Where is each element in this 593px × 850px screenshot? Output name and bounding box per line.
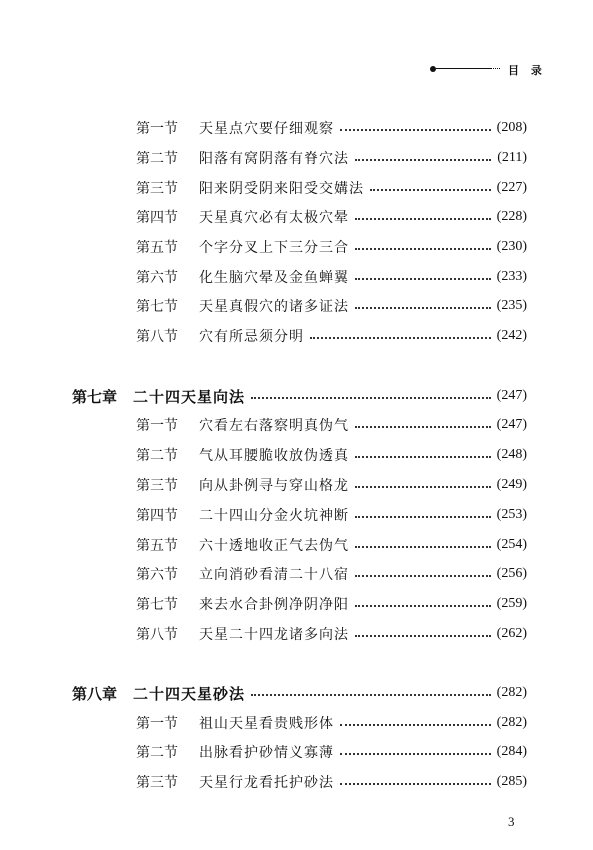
toc-entry xyxy=(0,207,593,227)
section-number: 第六节 xyxy=(136,567,178,583)
section-title: 阳落有窝阴落有脊穴法 xyxy=(199,151,349,167)
chapter-title: 二十四天星砂法 xyxy=(133,684,246,703)
page-ref: (211) xyxy=(497,150,527,165)
toc-entry xyxy=(0,237,593,257)
section-number: 第一节 xyxy=(136,716,178,732)
section-number: 第七节 xyxy=(136,597,178,613)
dot-leader xyxy=(355,456,491,458)
section-number: 第六节 xyxy=(136,270,178,286)
section-title: 出脉看护砂情义寡薄 xyxy=(199,745,334,761)
section-number: 第五节 xyxy=(136,538,178,554)
running-header xyxy=(430,62,546,78)
section-number: 第四节 xyxy=(136,210,178,226)
section-number: 第七节 xyxy=(136,299,178,315)
toc-entry xyxy=(0,713,593,733)
page-ref: (230) xyxy=(496,239,527,254)
toc-entry xyxy=(0,742,593,762)
page-ref: (242) xyxy=(496,328,527,343)
section-number: 第二节 xyxy=(136,448,178,464)
toc-entry xyxy=(0,178,593,198)
dot-leader xyxy=(340,129,491,131)
page-ref: (254) xyxy=(496,537,527,552)
page-ref: (256) xyxy=(496,566,527,581)
section-number: 第二节 xyxy=(136,745,178,761)
header-dotted-rule xyxy=(490,68,500,69)
section-number: 第三节 xyxy=(136,478,178,494)
page-ref: (262) xyxy=(496,626,527,641)
page-ref: (259) xyxy=(496,596,527,611)
header-dot-ornament xyxy=(430,66,436,72)
section-title: 阳来阴受阴来阳受交媾法 xyxy=(199,181,364,197)
section-number: 第一节 xyxy=(136,121,178,137)
page-ref: (249) xyxy=(496,477,527,492)
page-ref: (247) xyxy=(496,388,527,403)
dot-leader xyxy=(355,635,491,637)
dot-leader xyxy=(355,248,491,250)
section-number: 第一节 xyxy=(136,418,178,434)
toc-entry xyxy=(0,505,593,525)
page-ref: (253) xyxy=(496,507,527,522)
section-number: 第八节 xyxy=(136,627,178,643)
section-title: 天星二十四龙诸多向法 xyxy=(199,627,349,643)
section-number: 第八节 xyxy=(136,329,178,345)
dot-leader xyxy=(355,278,491,280)
page-ref: (285) xyxy=(496,774,527,789)
page-ref: (233) xyxy=(496,269,527,284)
section-title: 向从卦例寻与穿山格龙 xyxy=(199,478,349,494)
section-title: 天星真穴必有太极穴晕 xyxy=(199,210,349,226)
dot-leader xyxy=(340,753,491,755)
toc-entry xyxy=(0,624,593,644)
header-title: 目 录 xyxy=(508,64,546,77)
toc-entry xyxy=(0,148,593,168)
page-ref: (282) xyxy=(496,685,527,700)
page-ref: (247) xyxy=(496,417,527,432)
section-number: 第三节 xyxy=(136,181,178,197)
dot-leader xyxy=(355,159,491,161)
toc-entry xyxy=(0,296,593,316)
toc-entry xyxy=(0,475,593,495)
page-number: 3 xyxy=(508,814,515,829)
section-title: 个字分叉上下三分三合 xyxy=(199,240,349,256)
dot-leader xyxy=(355,218,491,220)
page-ref: (282) xyxy=(496,715,527,730)
dot-leader xyxy=(355,426,491,428)
page-ref: (284) xyxy=(496,744,527,759)
toc-entry xyxy=(0,267,593,287)
dot-leader xyxy=(355,516,491,518)
header-rule xyxy=(436,68,490,69)
page-ref: (208) xyxy=(496,120,527,135)
page-ref: (248) xyxy=(496,447,527,462)
dot-leader xyxy=(355,546,491,548)
chapter-title: 二十四天星向法 xyxy=(133,387,246,406)
chapter-number: 第七章 xyxy=(72,387,118,406)
section-title: 祖山天星看贵贱形体 xyxy=(199,716,334,732)
dot-leader xyxy=(355,605,491,607)
toc-entry xyxy=(0,564,593,584)
dot-leader xyxy=(340,724,491,726)
chapter-number: 第八章 xyxy=(72,684,118,703)
toc-entry xyxy=(0,445,593,465)
section-number: 第四节 xyxy=(136,508,178,524)
dot-leader xyxy=(355,575,491,577)
toc-entry xyxy=(0,535,593,555)
toc-entry xyxy=(0,594,593,614)
chapter-heading xyxy=(0,386,593,406)
toc-entry xyxy=(0,415,593,435)
toc-entry xyxy=(0,772,593,792)
chapter-heading xyxy=(0,683,593,703)
section-title: 穴看左右落察明真伪气 xyxy=(199,418,349,434)
section-number: 第三节 xyxy=(136,775,178,791)
page-ref: (227) xyxy=(496,180,527,195)
section-title: 穴有所忌须分明 xyxy=(199,329,304,345)
toc-entry xyxy=(0,118,593,138)
section-title: 立向消砂看清二十八宿 xyxy=(199,567,349,583)
toc-entry xyxy=(0,326,593,346)
section-title: 六十透地收正气去伪气 xyxy=(199,538,349,554)
section-title: 天星行龙看托护砂法 xyxy=(199,775,334,791)
dot-leader xyxy=(251,397,491,399)
dot-leader xyxy=(310,337,491,339)
section-title: 天星点穴要仔细观察 xyxy=(199,121,334,137)
section-title: 气从耳腰脆收放伪透真 xyxy=(199,448,349,464)
section-title: 化生脑穴晕及金鱼蝉翼 xyxy=(199,270,349,286)
section-title: 来去水合卦例净阴净阳 xyxy=(199,597,349,613)
section-number: 第二节 xyxy=(136,151,178,167)
dot-leader xyxy=(340,783,491,785)
dot-leader xyxy=(370,189,491,191)
dot-leader xyxy=(355,307,491,309)
page-ref: (235) xyxy=(496,298,527,313)
section-title: 天星真假穴的诸多证法 xyxy=(199,299,349,315)
dot-leader xyxy=(355,486,491,488)
section-number: 第五节 xyxy=(136,240,178,256)
section-title: 二十四山分金火坑神断 xyxy=(199,508,349,524)
page-ref: (228) xyxy=(496,209,527,224)
dot-leader xyxy=(251,694,491,696)
